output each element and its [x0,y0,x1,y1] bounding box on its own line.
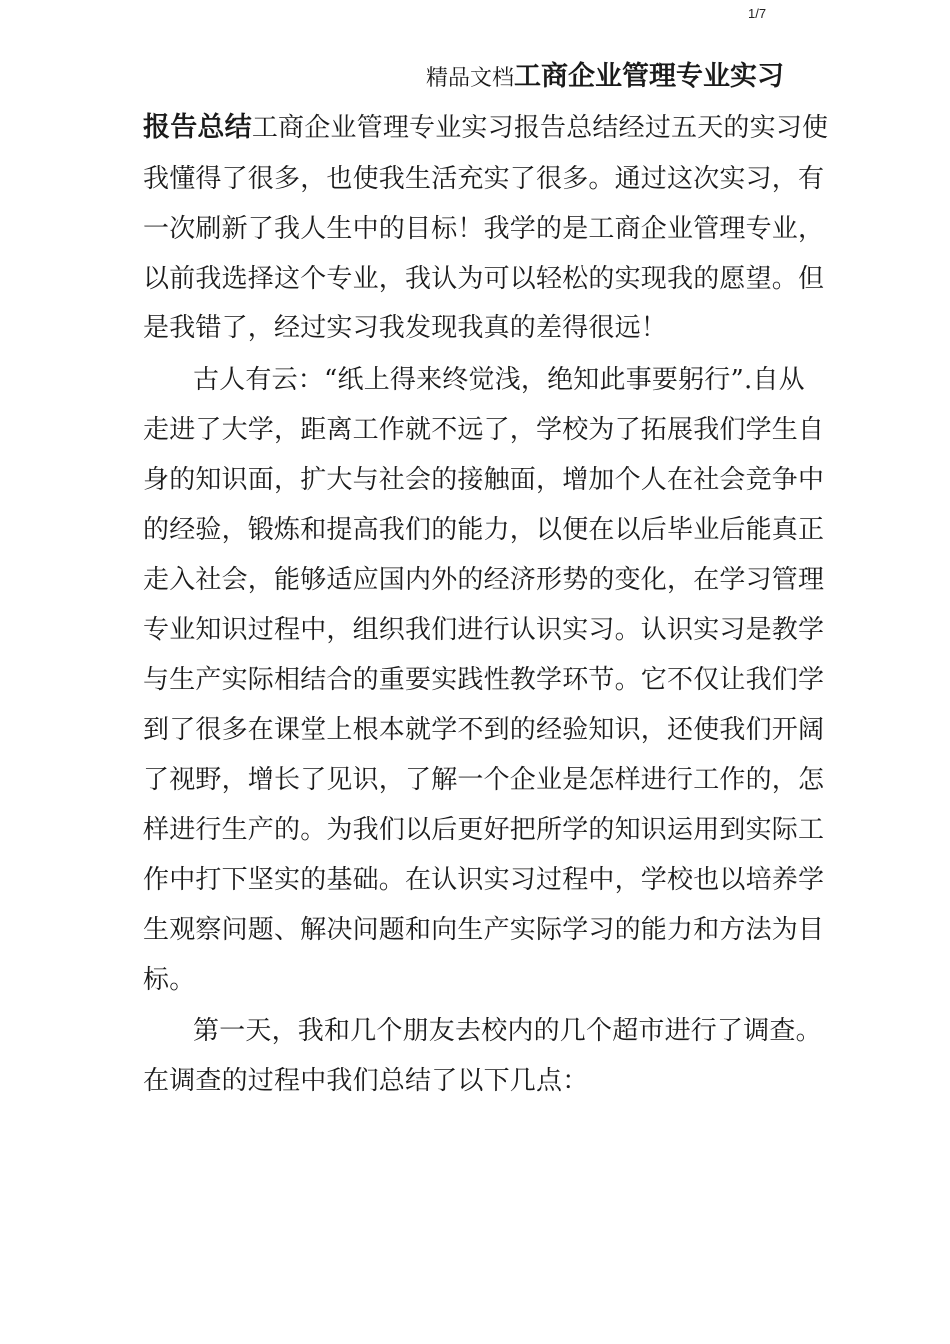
paragraph-1-line-4: 以前我选择这个专业，我认为可以轻松的实现我的愿望。但 [143,264,825,294]
paragraph-1-line-2: 我懂得了很多，也使我生活充实了很多。通过这次实习，有 [143,164,825,194]
paragraph-2-line-1: 古人有云：“纸上得来终觉浅，绝知此事要躬行”.自从 [193,365,805,395]
paragraph-1-line-3: 一次刷新了我人生中的目标！我学的是工商企业管理专业， [143,214,825,244]
title-bold-part1: 工商企业管理专业实习 [514,61,785,92]
page-number: 1/7 [748,6,767,21]
paragraph-2-line-4: 的经验，锻炼和提高我们的能力，以便在以后毕业后能真正 [143,515,825,545]
paragraph-3-line-2: 在调查的过程中我们总结了以下几点： [143,1066,589,1096]
paragraph-2-line-8: 到了很多在课堂上根本就学不到的经验知识，还使我们开阔 [143,715,825,745]
paragraph-1-line-5: 是我错了，经过实习我发现我真的差得很远！ [143,313,668,343]
title-prefix: 精品文档 [426,66,515,91]
page-title [426,60,784,97]
paragraph-2-line-5: 走入社会，能够适应国内外的经济形势的变化，在学习管理 [143,565,825,595]
paragraph-2-line-10: 样进行生产的。为我们以后更好把所学的知识运用到实际工 [143,815,825,845]
paragraph-2-line-13: 标。 [143,965,196,995]
paragraph-2-line-9: 了视野，增长了见识，了解一个企业是怎样进行工作的，怎 [143,765,825,795]
title-bold-part2: 报告总结 [143,112,252,143]
paragraph-1-line-1 [143,111,828,145]
paragraph-2-line-7: 与生产实际相结合的重要实践性教学环节。它不仅让我们学 [143,665,825,695]
paragraph-2-line-11: 作中打下坚实的基础。在认识实习过程中，学校也以培养学 [143,865,825,895]
paragraph-1-text-start: 工商企业管理专业实习报告总结经过五天的实习使 [251,113,829,143]
paragraph-3-line-1: 第一天，我和几个朋友去校内的几个超市进行了调查。 [193,1016,822,1046]
paragraph-2-line-3: 身的知识面，扩大与社会的接触面，增加个人在社会竞争中 [143,465,825,495]
paragraph-2-line-12: 生观察问题、解决问题和向生产实际学习的能力和方法为目 [143,915,825,945]
paragraph-2-line-2: 走进了大学，距离工作就不远了，学校为了拓展我们学生自 [143,415,825,445]
paragraph-2-line-6: 专业知识过程中，组织我们进行认识实习。认识实习是教学 [143,615,825,645]
